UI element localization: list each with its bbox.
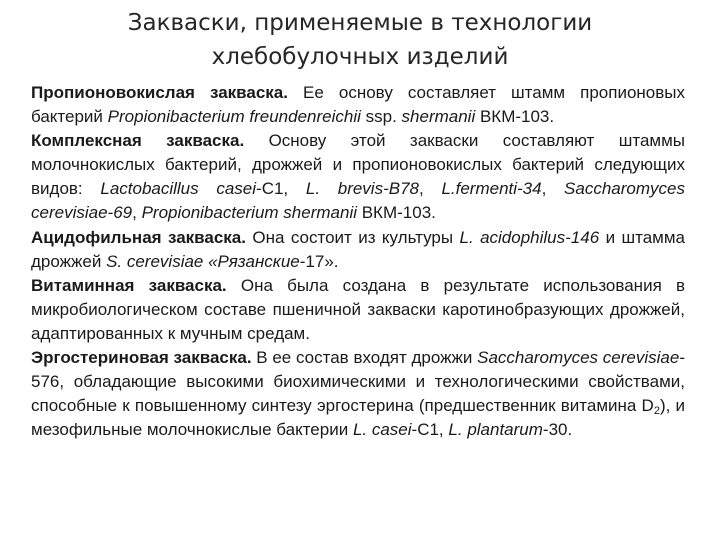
p2-species-4: Saccharomyces cerevisiae-69 (31, 179, 685, 223)
term-vitamin: Витаминная закваска. (31, 275, 227, 295)
p2-species-2: L. brevis-B78 (305, 179, 419, 199)
term-complex: Комплексная закваска. (31, 131, 245, 151)
p2-text-5: , (132, 203, 142, 223)
paragraph-complex-starter (31, 129, 685, 225)
p2-text-1: Основу этой закваски составляют штаммы молочнокислых бактерий, дрожжей и пропионовокислых бактерий следующих видов: (31, 131, 685, 199)
p5-species-3-genus: L. (448, 420, 463, 440)
p3-species-1: L. acidophilus-146 (459, 227, 600, 247)
title-line-1: Закваски, применяемые в технологии (127, 10, 593, 36)
term-acidophilic: Ацидофильная закваска. (31, 227, 246, 247)
p5-text-5: -30. (542, 420, 573, 440)
p2-text-3: , (419, 179, 442, 199)
p1-subspecies: shermanii (401, 107, 476, 127)
p5-species-2: L. casei (352, 420, 412, 440)
p5-text-2: -576, обладающие высокими биохимическими и технологическими свойствами, способные к повышенному синтезу эргостерина (предшественник витамина D (31, 348, 685, 416)
p5-text-3: ), и мезофильные молочнокислые бактерии (31, 396, 685, 440)
term-ergosterol: Эргостериновая закваска. (31, 348, 252, 368)
term-propionic: Пропионовокислая закваска. (31, 83, 288, 102)
p1-species: Propionibacterium freundenreichii (107, 107, 361, 127)
p5-text-1: В ее состав входят дрожжи (251, 348, 478, 368)
p2-species-1: Lactobacillus casei (100, 179, 257, 199)
p5-species-3-name: plantarum (467, 420, 543, 440)
paragraph-ergosterol-starter (31, 346, 685, 442)
p2-species-3: L.fermenti-34 (441, 179, 542, 199)
paragraph-propionic-starter (31, 81, 685, 129)
paragraph-acidophilic-starter (31, 226, 685, 274)
p2-species-5: Propionibacterium shermanii (141, 203, 357, 223)
p1-text-1: Ее основу составляет штамм пропионовых бактерий (31, 83, 685, 127)
p2-text-6: ВКМ-103. (357, 203, 436, 223)
p5-text-4: -С1, (411, 420, 444, 440)
paragraph-vitamin-starter (31, 274, 685, 346)
p1-text-3: ВКМ-103. (475, 107, 555, 127)
p3-text-3: -17». (299, 251, 339, 271)
slide-title (60, 6, 660, 74)
p3-species-2: S. cerevisiae «Рязанские (106, 251, 300, 271)
p2-text-2: -С1, (256, 179, 306, 199)
slide-body (31, 81, 685, 442)
p1-text-2: ssp. (360, 107, 402, 127)
p3-text-2: и штамма дрожжей (31, 227, 685, 271)
p2-text-4: , (541, 179, 565, 199)
p5-subscript: 2 (653, 405, 660, 418)
title-line-2: хлебобулочных изделий (211, 44, 509, 70)
p4-text-1: Она была создана в результате использования в микробиологическом составе пшеничной закваски каротинобразующих дрожжей, адаптированных к мучным средам. (31, 275, 685, 343)
p5-species-1: Saccharomyces cerevisiae (477, 348, 680, 368)
p3-text-1: Она состоит из культуры (245, 227, 460, 247)
